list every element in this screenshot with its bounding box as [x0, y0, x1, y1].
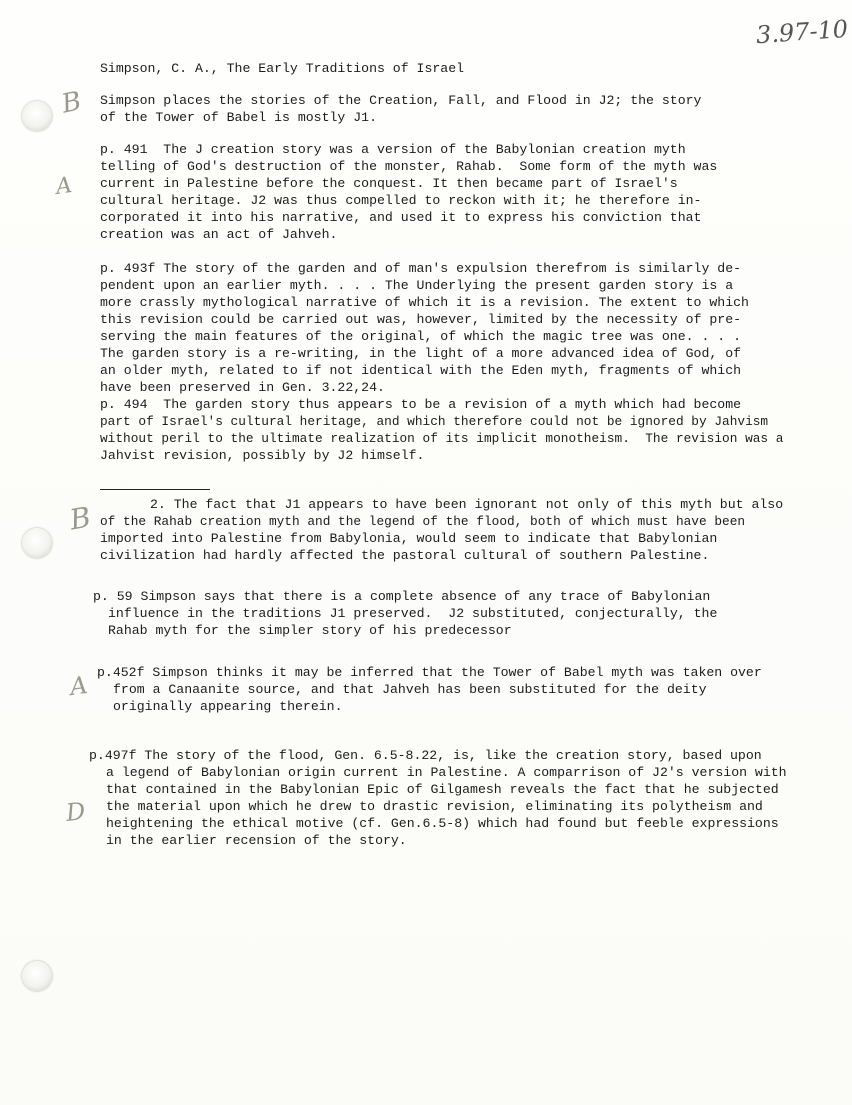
p497-line: in the earlier recension of the story. — [106, 833, 407, 848]
footnote-line: of the Rahab creation myth and the legend of the flood, both of which must have been — [100, 514, 746, 529]
document-title: Simpson, C. A., The Early Traditions of Israel — [100, 61, 465, 76]
p59-line: influence in the traditions J1 preserved. J2 substituted, conjecturally, the — [108, 606, 718, 621]
p491-line: p. 491 The J creation story was a version of the Babylonian creation myth — [100, 142, 686, 157]
margin-mark-a-2: A — [68, 670, 90, 702]
p494-line: without peril to the ultimate realization of its implicit monotheism. The revision was a — [100, 431, 784, 446]
p493-line: an older myth, related to if not identical with the Eden myth, fragments of which — [100, 363, 742, 378]
margin-mark-b-1: B — [59, 86, 85, 120]
p59-line: p. 59 Simpson says that there is a complete absence of any trace of Babylonian — [93, 589, 711, 604]
margin-mark-d: D — [64, 797, 87, 827]
p497-line: p.497f The story of the flood, Gen. 6.5-8.22, is, like the creation story, based upon — [89, 748, 762, 763]
reference-number: 3.97-10 — [755, 14, 849, 50]
p493-line: pendent upon an earlier myth. . . . The Underlying the present garden story is a — [100, 278, 734, 293]
p491-line: current in Palestine before the conquest. It then became part of Israel's — [100, 176, 678, 191]
p491-line: corporated it into his narrative, and used it to express his conviction that — [100, 210, 702, 225]
intro-line: of the Tower of Babel is mostly J1. — [100, 110, 377, 125]
p493-line: more crassly mythological narrative of which it is a revision. The extent to which — [100, 295, 749, 310]
punch-hole-top — [22, 101, 52, 131]
p497-line: heightening the ethical motive (cf. Gen.6.5-8) which had found but feeble expressions — [106, 816, 779, 831]
margin-mark-b-2: B — [67, 500, 94, 537]
p494-line: Jahvist revision, possibly by J2 himself. — [100, 448, 425, 463]
footnote-line: civilization had hardly affected the pastoral cultural of southern Palestine. — [100, 548, 710, 563]
p494-line: part of Israel's cultural heritage, and which therefore could not be ignored by Jahvism — [100, 414, 769, 429]
p59-line: Rahab myth for the simpler story of his predecessor — [108, 623, 512, 638]
punch-hole-bottom — [22, 961, 52, 991]
margin-mark-a-1: A — [54, 173, 74, 200]
p491-line: telling of God's destruction of the monster, Rahab. Some form of the myth was — [100, 159, 718, 174]
footnote-line: imported into Palestine from Babylonia, would seem to indicate that Babylonian — [100, 531, 718, 546]
p493-line: this revision could be carried out was, however, limited by the necessity of pre- — [100, 312, 742, 327]
p493-line: have been preserved in Gen. 3.22,24. — [100, 380, 385, 395]
p493-line: The garden story is a re-writing, in the light of a more advanced idea of God, of — [100, 346, 742, 361]
p452-line: from a Canaanite source, and that Jahveh has been substituted for the deity — [113, 682, 707, 697]
footnote-rule — [100, 489, 210, 490]
p452-line: originally appearing therein. — [113, 699, 343, 714]
p493-line: p. 493f The story of the garden and of man's expulsion therefrom is similarly de- — [100, 261, 742, 276]
p497-line: that contained in the Babylonian Epic of Gilgamesh reveals the fact that he subjected — [106, 782, 779, 797]
footnote-line: 2. The fact that J1 appears to have been ignorant not only of this myth but also — [150, 497, 784, 512]
p497-line: a legend of Babylonian origin current in Palestine. A comparrison of J2's version with — [106, 765, 787, 780]
p494-line: p. 494 The garden story thus appears to be a revision of a myth which had become — [100, 397, 742, 412]
p497-line: the material upon which he drew to drastic revision, eliminating its polytheism and — [106, 799, 763, 814]
p452-line: p.452f Simpson thinks it may be inferred that the Tower of Babel myth was taken over — [97, 665, 762, 680]
p491-line: cultural heritage. J2 was thus compelled to reckon with it; he therefore in- — [100, 193, 702, 208]
punch-hole-middle — [22, 528, 52, 558]
intro-line: Simpson places the stories of the Creation, Fall, and Flood in J2; the story — [100, 93, 702, 108]
p493-line: serving the main features of the original, of which the magic tree was one. . . . — [100, 329, 742, 344]
p491-line: creation was an act of Jahveh. — [100, 227, 338, 242]
